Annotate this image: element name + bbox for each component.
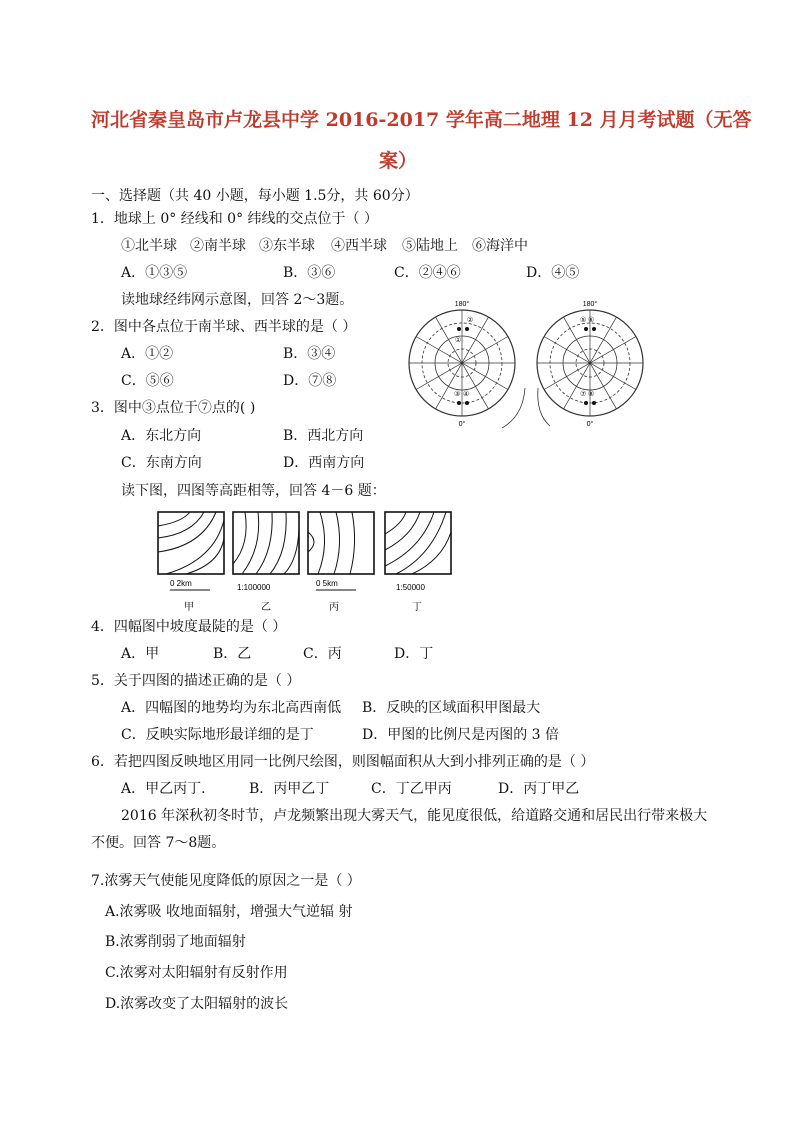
q6-option-a: A．甲乙丙丁.	[121, 781, 206, 797]
scale-ding: 1:50000	[396, 583, 425, 592]
page-title-line-1: 河北省秦皇岛市卢龙县中学 2016-2017 学年高二地理 12 月月考试题（无答	[91, 109, 752, 131]
q4-option-c: C．丙	[303, 646, 342, 662]
marker-3: ③	[454, 391, 461, 398]
map-name-bing: 丙	[329, 602, 339, 613]
q7-option-b: B.浓雾削弱了地面辐射	[105, 934, 246, 950]
q6-option-d: D．丙丁甲乙	[498, 781, 580, 797]
q5-option-b: B．反映的区域面积甲图最大	[362, 700, 541, 716]
q7-option-c: C.浓雾对太阳辐射有反射作用	[105, 965, 288, 981]
q5-option-c: C．反映实际地形最详细的是丁	[121, 727, 314, 743]
q1-item: ③东半球	[259, 238, 315, 254]
right-markers	[580, 316, 596, 405]
q1-option-b: B．③⑥	[283, 265, 336, 281]
q5-stem: 5．关于四图的描述正确的是（ ）	[91, 673, 301, 689]
scale-yi: 1:100000	[237, 583, 271, 592]
q1-item: ⑥海洋中	[472, 238, 528, 254]
q7-stem: 7.浓雾天气使能见度降低的原因之一是（ ）	[91, 873, 361, 889]
q1-item: ①北半球	[121, 238, 177, 254]
q1-option-c: C．②④⑥	[394, 265, 461, 281]
q3-option-a: A．东北方向	[121, 428, 202, 444]
marker-6: ⑥	[588, 317, 595, 324]
marker-1: ①	[455, 337, 462, 344]
contour-maps-figure	[150, 504, 470, 616]
q5-option-d: D．甲图的比例尺是丙图的 3 倍	[362, 727, 560, 743]
map-name-ding: 丁	[412, 602, 422, 613]
q7-option-d: D.浓雾改变了太阳辐射的波长	[105, 996, 289, 1012]
q2-option-a: A．①②	[121, 346, 174, 362]
scale-jia: 0 2km	[170, 579, 192, 588]
q2-stem: 2．图中各点位于南半球、西半球的是（ ）	[91, 319, 357, 335]
polar-grid-left	[409, 310, 515, 416]
marker-4: ④	[463, 391, 470, 398]
q7-option-a: A.浓雾吸 收地面辐射，增强大气逆辐 射	[105, 904, 353, 920]
q3-option-b: B．西北方向	[283, 428, 364, 444]
passage-line-1: 2016 年深秋初冬时节，卢龙频繁出现大雾天气，能见度很低，给道路交通和居民出行带来极大	[121, 808, 708, 824]
q4-option-d: D．丁	[394, 646, 434, 662]
q3-option-d: D．西南方向	[283, 455, 365, 471]
right-rotation-arrow	[538, 388, 550, 426]
q1-item: ⑤陆地上	[402, 238, 458, 254]
map-name-jia: 甲	[184, 602, 194, 613]
q3-stem: 3．图中③点位于⑦点的( )	[91, 400, 256, 416]
q1-option-a: A．①③⑤	[121, 265, 188, 281]
q2-option-b: B．③④	[283, 346, 336, 362]
q4-stem: 4．四幅图中坡度最陡的是（ ）	[91, 619, 287, 635]
contour-map-bing	[308, 512, 374, 574]
q1-item: ④西半球	[331, 238, 387, 254]
contour-map-yi	[233, 512, 299, 574]
polar-grid-figure	[400, 296, 700, 428]
q2-option-c: C．⑤⑥	[121, 373, 174, 389]
contour-map-ding	[385, 512, 451, 574]
passage-line-2: 不便。回答 7～8题。	[91, 835, 226, 851]
left-top-label: 180°	[454, 301, 470, 308]
marker-5: ⑤	[580, 317, 587, 324]
q1-option-d: D．④⑤	[526, 265, 580, 281]
marker-2: ②	[467, 317, 474, 324]
q1-stem: 1．地球上 0° 经线和 0° 纬线的交点位于（ ）	[91, 211, 378, 227]
marker-8: ⑧	[588, 391, 595, 398]
intro-q2-3: 读地球经纬网示意图，回答 2～3题。	[121, 292, 354, 308]
right-top-label: 180°	[582, 301, 598, 308]
q4-option-a: A．甲	[121, 646, 160, 662]
q3-option-c: C．东南方向	[121, 455, 202, 471]
left-markers	[454, 317, 473, 405]
q6-option-b: B．丙甲乙丁	[249, 781, 330, 797]
intro-q4-6: 读下图，四图等高距相等，回答 4－6 题：	[121, 483, 386, 499]
map-name-yi: 乙	[261, 602, 271, 613]
q1-item: ②南半球	[190, 238, 246, 254]
q2-option-d: D．⑦⑧	[283, 373, 337, 389]
q5-option-a: A．四幅图的地势均为东北高西南低	[121, 700, 342, 716]
left-bottom-label: 0°	[458, 421, 466, 428]
contour-map-jia	[158, 512, 224, 574]
q6-option-c: C．丁乙甲丙	[371, 781, 452, 797]
q6-stem: 6．若把四图反映地区用同一比例尺绘图，则图幅面积从大到小排列正确的是（ ）	[91, 754, 595, 770]
right-bottom-label: 0°	[586, 421, 594, 428]
q4-option-b: B．乙	[213, 646, 252, 662]
scale-bing: 0 5km	[316, 579, 338, 588]
marker-7: ⑦	[580, 391, 587, 398]
page-title-line-2: 案）	[379, 150, 418, 172]
polar-grid-right	[537, 310, 643, 416]
section-heading: 一、选择题（共 40 小题，每小题 1.5分，共 60分）	[91, 188, 419, 204]
